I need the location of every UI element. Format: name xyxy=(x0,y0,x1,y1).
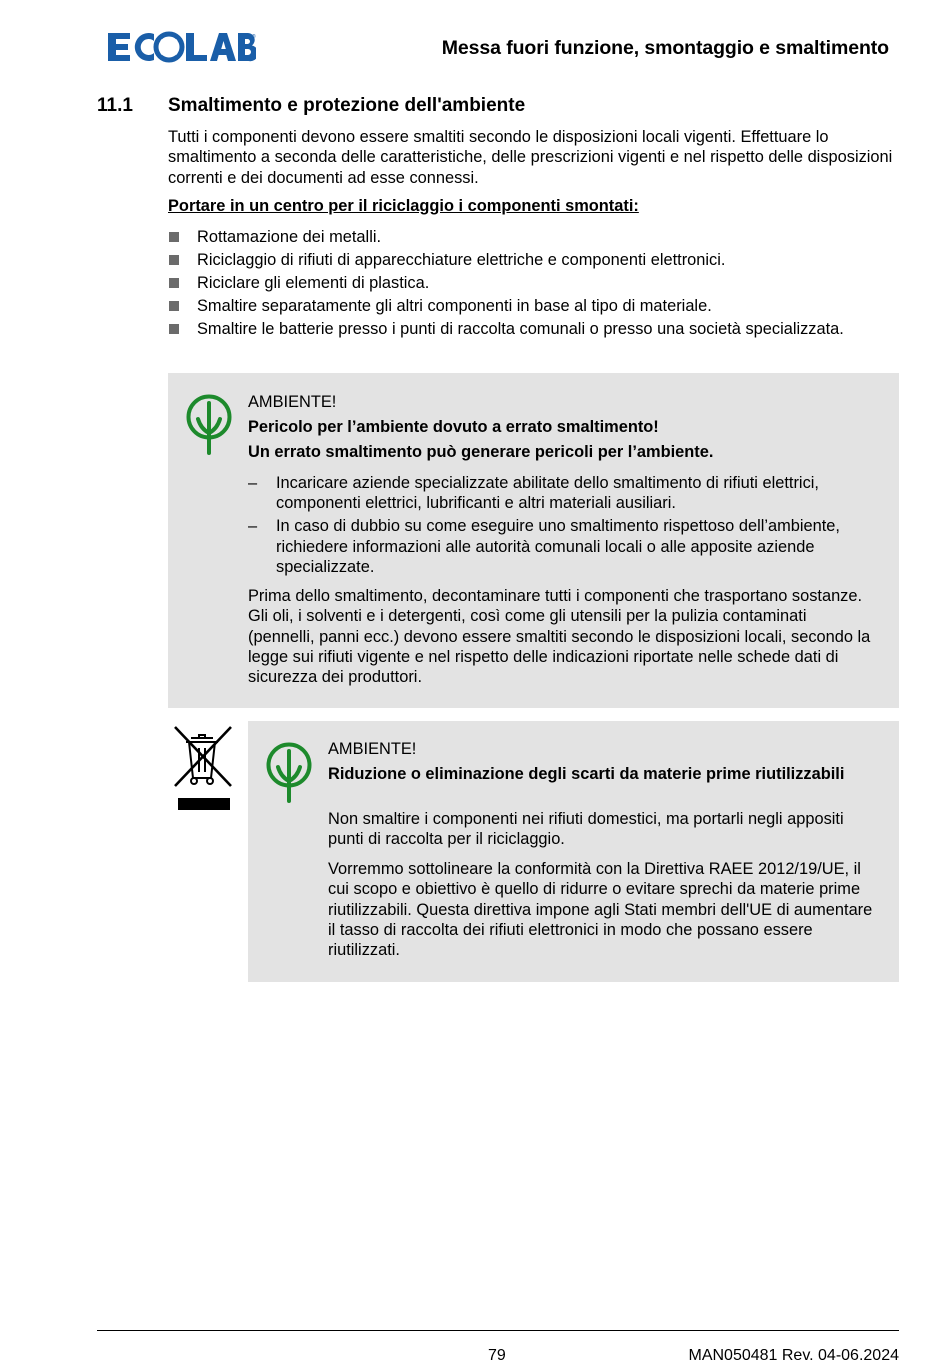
list-item: – In caso di dubbio su come eseguire uno smaltimento rispettoso dell’ambiente, richiedere informazioni alle autorità comunali locali o alle apposite aziende specializzate. xyxy=(248,517,840,576)
list-item: Riciclare gli elementi di plastica. xyxy=(168,273,903,294)
section-title: Smaltimento e protezione dell'ambiente xyxy=(168,95,526,116)
page-header-title: Messa fuori funzione, smontaggio e smaltimento xyxy=(441,37,889,59)
svg-text:®: ® xyxy=(252,34,256,40)
crossed-out-wheelie-bin-icon xyxy=(172,724,234,814)
square-bullet-icon xyxy=(169,255,179,265)
environment-notice-disposal xyxy=(168,373,899,708)
list-item: Rottamazione dei metalli. xyxy=(168,227,903,248)
intro-paragraph: Tutti i componenti devono essere smaltiti secondo le disposizioni locali vigenti. Effettuare lo smaltimento a seconda delle caratteristiche, delle prescrizioni vigenti e nel rispetto delle disposizioni correnti e dei documenti ad esse connessi. xyxy=(168,128,893,187)
notice-paragraph: Non smaltire i componenti nei rifiuti domestici, ma portarli negli appositi punti di raccolta per il riciclaggio. xyxy=(328,810,844,849)
document-reference: MAN050481 Rev. 04-06.2024 xyxy=(688,1347,899,1364)
tree-environment-icon xyxy=(185,393,233,455)
list-item: – Incaricare aziende specializzate abilitate dello smaltimento di rifiuti elettrici, componenti elettrici, lubrificanti e altri materiali ausiliari. xyxy=(248,474,819,513)
section-number: 11.1 xyxy=(97,95,133,116)
square-bullet-icon xyxy=(169,324,179,334)
notice-headline: Pericolo per l’ambiente dovuto a errato smaltimento! xyxy=(248,418,659,436)
notice-label: AMBIENTE! xyxy=(248,393,337,411)
ecolab-logo xyxy=(106,30,256,64)
notice-subheadline: Un errato smaltimento può generare pericoli per l’ambiente. xyxy=(248,443,714,461)
list-item: Riciclaggio di rifiuti di apparecchiature elettriche e componenti elettronici. xyxy=(168,250,903,271)
recycling-list xyxy=(168,227,903,342)
notice-label: AMBIENTE! xyxy=(328,740,417,758)
tree-environment-icon xyxy=(265,741,313,803)
square-bullet-icon xyxy=(169,301,179,311)
list-item: Smaltire le batterie presso i punti di raccolta comunali o presso una società specializzata. xyxy=(168,319,903,340)
notice-instructions xyxy=(248,473,888,580)
footer-divider xyxy=(97,1330,899,1331)
square-bullet-icon xyxy=(169,278,179,288)
square-bullet-icon xyxy=(169,232,179,242)
recycling-subheading: Portare in un centro per il riciclaggio i componenti smontati: xyxy=(168,197,639,215)
notice-paragraph: Vorremmo sottolineare la conformità con la Direttiva RAEE 2012/19/UE, il cui scopo e obiettivo è quello di ridurre o evitare sprechi da materie prime riutilizzabili. Questa direttiva impone agli Stati membri dell'UE di aumentare il tasso di raccolta dei rifiuti elettronici in modo che possano essere riutilizzati. xyxy=(328,860,873,960)
notice-paragraph: Prima dello smaltimento, decontaminare tutti i componenti che trasportano sostanze. Gli oli, i solventi e i detergenti, così come gli utensili per la pulizia contaminati (pennelli, panni ecc.) devono essere smaltiti secondo le disposizioni locali, secondo la legge sui rifiuti vigente e nel rispetto delle indicazioni riportate nelle schede dati di sicurezza dei produttori. xyxy=(248,587,871,687)
environment-notice-recycling xyxy=(248,721,899,982)
page-number: 79 xyxy=(488,1347,506,1364)
list-item: Smaltire separatamente gli altri componenti in base al tipo di materiale. xyxy=(168,296,903,317)
notice-headline: Riduzione o eliminazione degli scarti da materie prime riutilizzabili xyxy=(328,765,845,783)
